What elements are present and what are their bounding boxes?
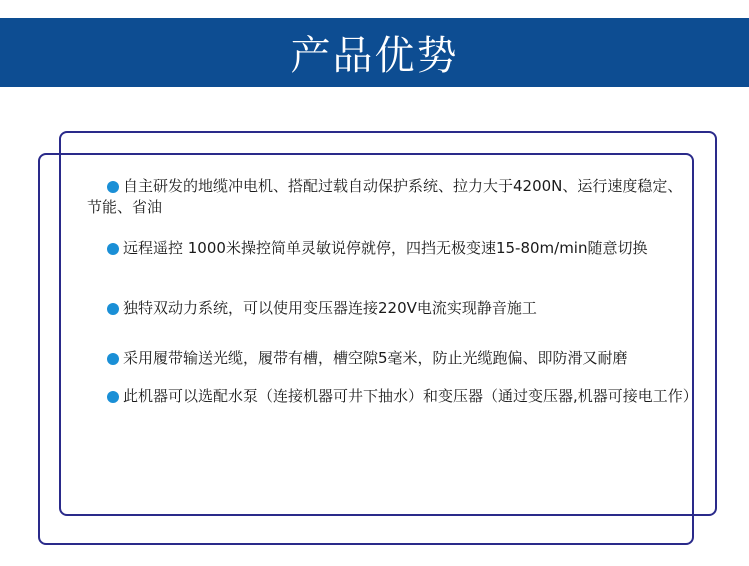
title-banner — [0, 18, 749, 87]
feature-item — [87, 348, 692, 369]
feature-item — [87, 238, 692, 259]
bullet-dot-icon — [107, 181, 119, 193]
feature-text: 自主研发的地缆冲电机、搭配过载自动保护系统、拉力大于4200N、运行速度稳定、节能、省油 — [87, 177, 683, 216]
feature-text: 远程遥控 1000米操控简单灵敏说停就停，四挡无极变速15-80m/min随意切换 — [123, 239, 648, 257]
feature-item — [87, 176, 692, 218]
feature-list — [87, 176, 698, 407]
feature-item — [87, 386, 698, 407]
feature-item — [87, 298, 692, 319]
bullet-dot-icon — [107, 391, 119, 403]
bullet-dot-icon — [107, 243, 119, 255]
feature-text: 采用履带输送光缆，履带有槽，槽空隙5毫米，防止光缆跑偏、即防滑又耐磨 — [123, 349, 628, 367]
feature-text: 此机器可以选配水泵（连接机器可井下抽水）和变压器（通过变压器,机器可接电工作） — [123, 387, 698, 405]
feature-text: 独特双动力系统，可以使用变压器连接220V电流实现静音施工 — [123, 299, 537, 317]
bullet-dot-icon — [107, 303, 119, 315]
page-title: 产品优势 — [290, 33, 459, 79]
bullet-dot-icon — [107, 353, 119, 365]
